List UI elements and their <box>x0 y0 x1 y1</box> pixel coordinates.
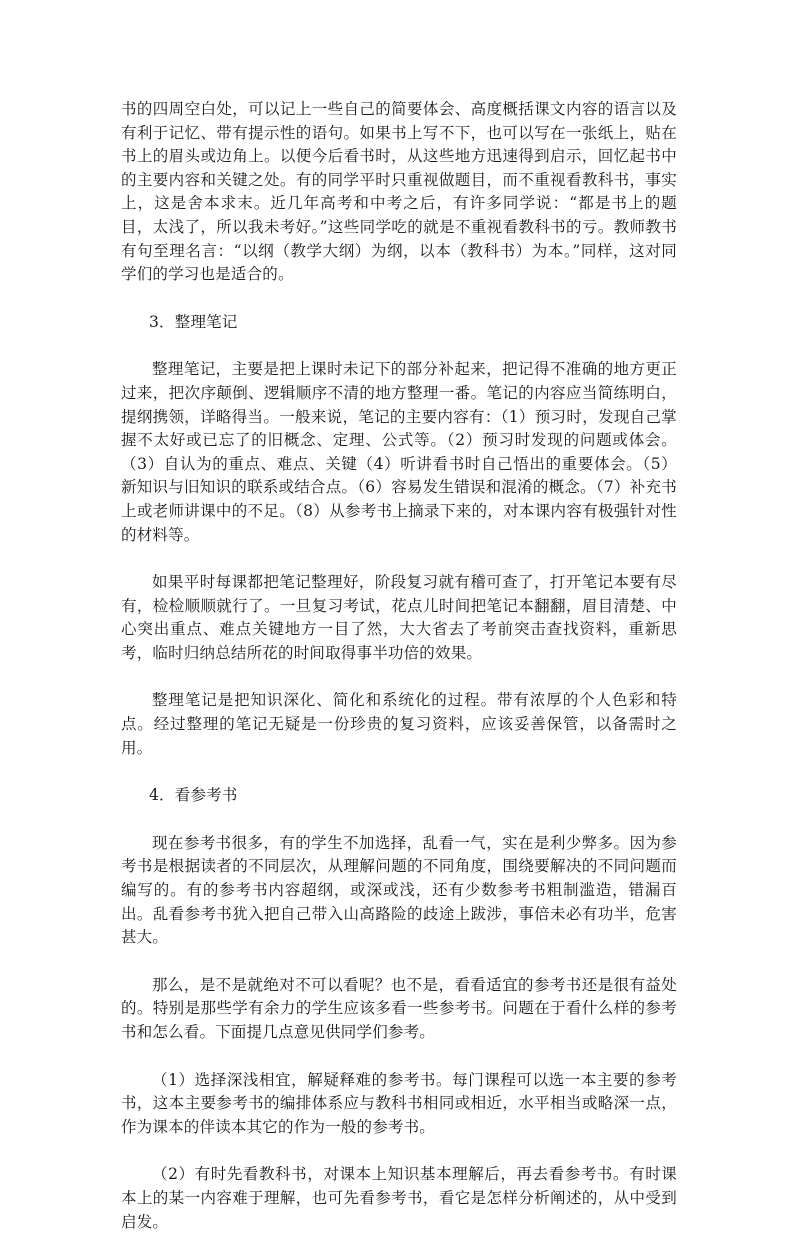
section-heading-3: 3．整理笔记 <box>149 312 238 331</box>
paragraph-point-1: （1）选择深浅相宜，解疑释难的参考书。每门课程可以选一本主要的参考书，这本主要参考书的编排体系应与教科书相同或相近，水平相当或略深一点，作为课本的伴读本其它的作为一般的参考书。 <box>121 1070 677 1136</box>
paragraph-intro: 书的四周空白处，可以记上一些自己的简要体会、高度概括课文内容的语言以及有利于记忆、带有提示性的语句。如果书上写不下，也可以写在一张纸上，贴在书上的眉头或边角上。以便今后看书时，从这些地方迅速得到启示，回忆起书中的主要内容和关键之处。有的同学平时只重视做题目，而不重视看教科书，事实上，这是舍本求末。近几年高考和中考之后，有许多同学说：“都是书上的题目，太浅了，所以我未考好。”这些同学吃的就是不重视看教科书的亏。教师教书有句至理名言：“以纲（教学大纲）为纲，以本（教科书）为本。”同样，这对同学们的学习也是适合的。 <box>121 100 677 284</box>
paragraph-reference-books-intro: 现在参考书很多，有的学生不加选择，乱看一气，实在是利少弊多。因为参考书是根据读者的不同层次，从理解问题的不同角度，围绕要解决的不同问题而编写的。有的参考书内容超纲，或深或浅，还有少数参考书粗制滥造，错漏百出。乱看参考书犹入把自己带入山高路险的歧途上跋涉，事倍未必有功半，危害甚大。 <box>121 833 677 947</box>
paragraph-point-2: （2）有时先看教科书，对课本上知识基本理解后，再去看参考书。有时课本上的某一内容难于理解，也可先看参考书，看它是怎样分析阐述的，从中受到启发。 <box>121 1165 677 1231</box>
paragraph-note-summary: 整理笔记是把知识深化、简化和系统化的过程。带有浓厚的个人色彩和特点。经过整理的笔记无疑是一份珍贵的复习资料，应该妥善保管，以备需时之用。 <box>121 691 677 757</box>
paragraph-note-contents: 整理笔记，主要是把上课时未记下的部分补起来，把记得不准确的地方更正过来，把次序颠倒、逻辑顺序不清的地方整理一番。笔记的内容应当简练明白，提纲携领，详略得当。一般来说，笔记的主要内容有：（1）预习时，发现自己掌握不太好或已忘了的旧概念、定理、公式等。（2）预习时发现的问题或体会。（3）自认为的重点、难点、关键（4）听讲看书时自己悟出的重要体会。（5）新知识与旧知识的联系或结合点。（6）容易发生错误和混淆的概念。（7）补充书上或老师讲课中的不足。（8）从参考书上摘录下来的，对本课内容有极强针对性的材料等。 <box>121 360 677 544</box>
paragraph-note-benefits: 如果平时每课都把笔记整理好，阶段复习就有稽可查了，打开笔记本要有尽有，检检顺顺就行了。一旦复习考试，花点儿时间把笔记本翻翻，眉目清楚、中心突出重点、难点关键地方一目了然，大大省去了考前突击查找资料，重新思考，临时归纳总结所花的时间取得事半功倍的效果。 <box>121 573 677 662</box>
document-body <box>121 98 677 1258</box>
paragraph-reference-books-advice: 那么，是不是就绝对不可以看呢？也不是，看看适宜的参考书还是很有益处的。特别是那些学有余力的学生应该多看一些参考书。问题在于看什么样的参考书和怎么看。下面提几点意见供同学们参考。 <box>121 975 677 1041</box>
section-heading-4: 4．看参考书 <box>149 786 238 805</box>
